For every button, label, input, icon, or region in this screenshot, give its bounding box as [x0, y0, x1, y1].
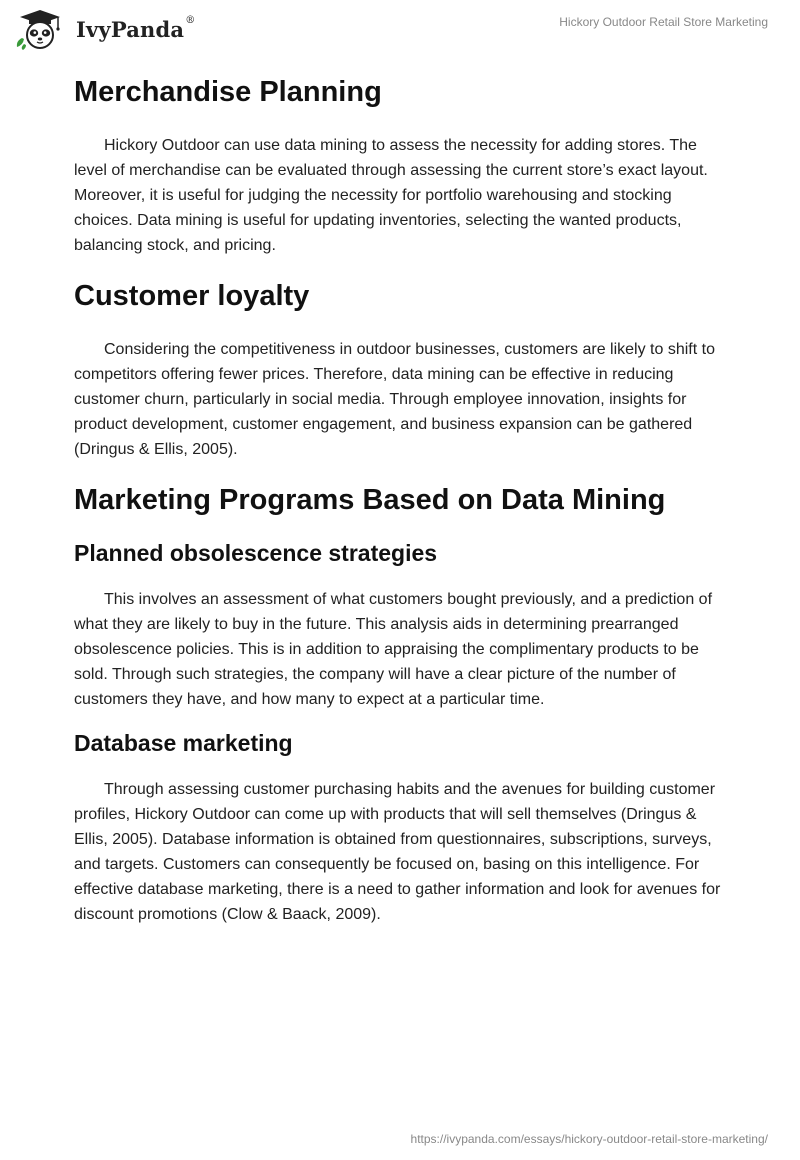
paragraph-planned-obsolescence: This involves an assessment of what customers bought previously, and a prediction of what they are likely to buy in the future. This analysis aids in determining prearranged obsolescence policies. This is in addition to appraising the complimentary products to be sold. Through such strategies, the company will have a clear picture of the number of customers they have, and how many to expect at a particular time.: [74, 591, 713, 708]
panda-logo-icon: [14, 8, 70, 50]
paragraph-database-marketing: Through assessing customer purchasing habits and the avenues for building customer profiles, Hickory Outdoor can come up with products that will sell themselves (Dringus & Ellis, 2005). Database information is obtained from questionnaires, subscriptions, surveys, and targets. Customers can consequently be focused on, basing on this intelligence. For effective database marketing, there is a need to gather information and look for avenues for discount promotions (Clow & Baack, 2009).: [74, 781, 721, 923]
paragraph-merchandise-planning: Hickory Outdoor can use data mining to assess the necessity for adding stores. The level of merchandise can be evaluated through assessing the current store’s exact layout. Moreover, it is useful for judging the necessity for portfolio warehousing and stocking choices. Data mining is useful for updating inventories, selecting the wanted products, balancing stock, and pricing.: [74, 137, 708, 254]
heading-database-marketing: Database marketing: [74, 730, 293, 756]
heading-customer-loyalty: Customer loyalty: [74, 280, 310, 312]
paragraph-customer-loyalty: Considering the competitiveness in outdoor businesses, customers are likely to shift to competitors offering fewer prices. Therefore, data mining can be effective in reducing customer churn, particularly in social media. Through employee innovation, insights for product development, customer engagement, and business expansion can be gathered (Dringus & Ellis, 2005).: [74, 341, 715, 458]
page-header: [0, 0, 800, 64]
heading-merchandise-planning: Merchandise Planning: [74, 76, 382, 108]
essay-content: [74, 72, 724, 927]
registered-mark: ®: [185, 14, 196, 26]
brand-name: IvyPanda®: [76, 14, 196, 42]
ivypanda-logo[interactable]: [14, 8, 195, 50]
document-title: Hickory Outdoor Retail Store Marketing: [559, 15, 768, 29]
heading-marketing-programs: Marketing Programs Based on Data Mining: [74, 484, 666, 516]
source-url[interactable]: https://ivypanda.com/essays/hickory-outdoor-retail-store-marketing/: [410, 1132, 768, 1146]
heading-planned-obsolescence: Planned obsolescence strategies: [74, 540, 438, 566]
